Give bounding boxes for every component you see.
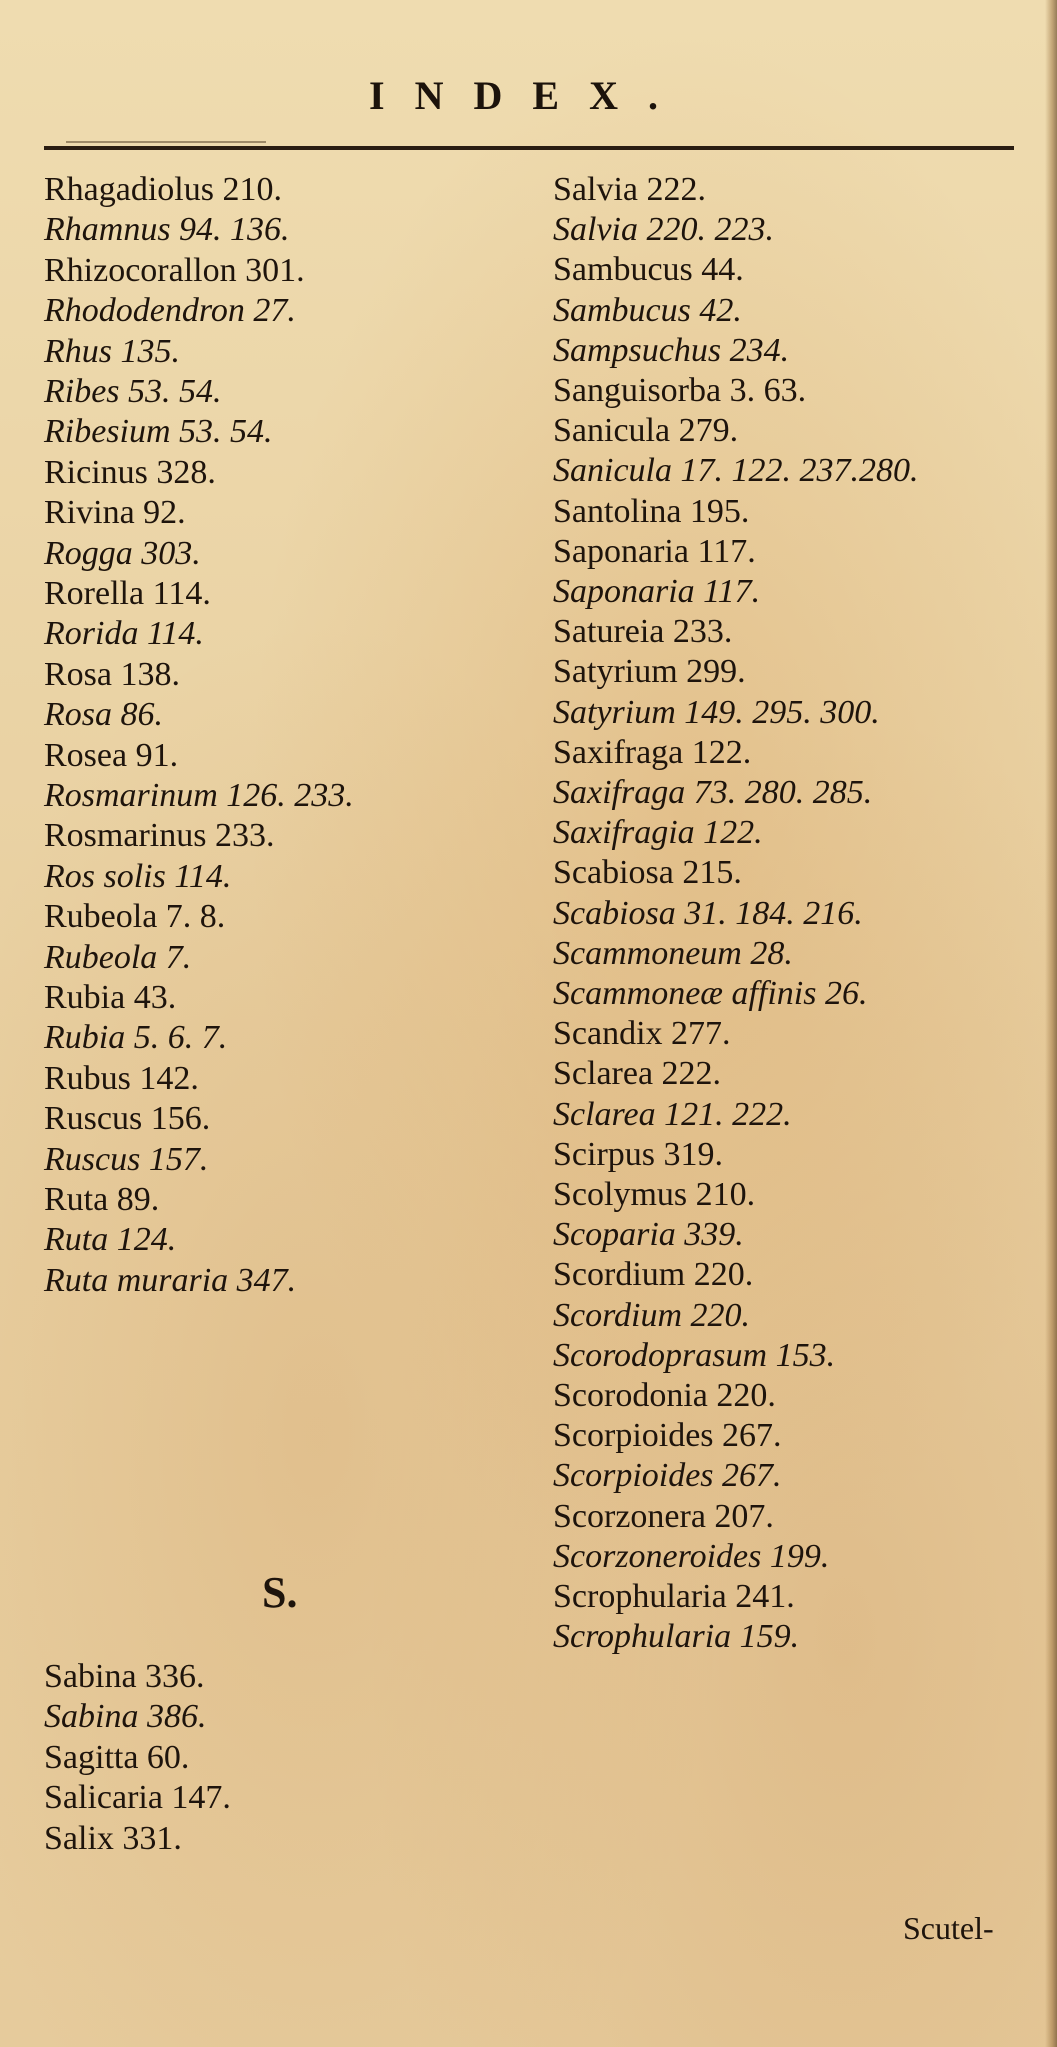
index-entry: Ruta 124. — [44, 1221, 177, 1259]
index-entry: Sambucus 42. — [553, 291, 742, 329]
index-entry: Rhododendron 27. — [44, 292, 296, 330]
index-entry: Sanguisorba 3. 63. — [553, 372, 807, 409]
index-entry: Scorodoprasum 153. — [553, 1336, 836, 1374]
index-entry: Sampsuchus 234. — [553, 331, 790, 369]
index-entry: Scorzonera 207. — [553, 1497, 774, 1535]
index-entry: Scorzoneroides 199. — [553, 1537, 830, 1575]
index-entry: Scandix 277. — [553, 1015, 731, 1053]
index-entry: Ruta muraria 347. — [44, 1261, 297, 1299]
index-entry: Satyrium 149. 295. 300. — [553, 693, 880, 731]
index-entry: Ruscus 156. — [44, 1100, 211, 1138]
index-entry: Ros solis 114. — [44, 857, 232, 895]
page-edge-shadow — [1045, 0, 1057, 2047]
catchword: Scutel- — [903, 1910, 994, 1946]
index-entry: Scammoneæ affinis 26. — [553, 975, 868, 1012]
index-entry: Scordium 220. — [553, 1256, 754, 1294]
index-entry: Sclarea 121. 222. — [553, 1095, 792, 1133]
index-entry: Saponaria 117. — [553, 573, 761, 610]
index-entry: Rivina 92. — [44, 494, 186, 532]
index-entry: Rubeola 7. 8. — [44, 898, 226, 936]
index-entry: Rosmarinum 126. 233. — [44, 777, 354, 814]
index-entry: Salix 331. — [44, 1819, 182, 1857]
index-entry: Salvia 220. 223. — [553, 211, 774, 249]
index-entry: Ribesium 53. 54. — [44, 413, 273, 451]
index-entry: Scorpioides 267. — [553, 1457, 782, 1495]
index-entry: Saxifraga 122. — [553, 733, 752, 771]
index-entry: Rubus 142. — [44, 1059, 199, 1097]
index-entry: Saxifraga 73. 280. 285. — [553, 774, 873, 811]
index-entry: Sabina 386. — [44, 1698, 207, 1736]
index-entry: Scammoneum 28. — [553, 934, 793, 972]
index-entry: Rorella 114. — [44, 575, 211, 612]
index-entry: Rubeola 7. — [44, 938, 192, 976]
header-rule — [44, 146, 1014, 150]
index-entry: Ruscus 157. — [44, 1140, 209, 1178]
index-entry: Satureia 233. — [553, 613, 733, 651]
index-entry: Sclarea 222. — [553, 1055, 722, 1093]
index-entry: Sanicula 17. 122. 237.280. — [553, 452, 919, 490]
index-entry: Rosmarinus 233. — [44, 817, 275, 855]
index-entry: Salicaria 147. — [44, 1779, 231, 1817]
index-entry: Sambucus 44. — [553, 251, 744, 289]
index-entry: Scorpioides 267. — [553, 1417, 782, 1455]
index-entry: Scorodonia 220. — [553, 1377, 776, 1414]
index-entry: Rubia 43. — [44, 979, 177, 1016]
index-entry: Satyrium 299. — [553, 653, 746, 691]
index-entry: Scordium 220. — [553, 1296, 751, 1334]
index-entry: Santolina 195. — [553, 492, 750, 530]
index-entry: Rosea 91. — [44, 736, 179, 774]
index-entry: Rhagadiolus 210. — [44, 171, 282, 208]
index-entry: Rhamnus 94. 136. — [44, 211, 290, 249]
index-entry: Scrophularia 159. — [553, 1618, 800, 1656]
index-entry: Rosa 138. — [44, 655, 180, 693]
index-entry: Ruta 89. — [44, 1181, 160, 1218]
index-entry: Ribes 53. 54. — [44, 373, 222, 410]
index-entry: Sagitta 60. — [44, 1738, 190, 1776]
index-entry: Scabiosa 31. 184. 216. — [553, 894, 863, 932]
page-title: INDEX. — [369, 73, 688, 118]
index-entry: Rhus 135. — [44, 332, 180, 370]
index-entry: Rogga 303. — [44, 534, 201, 572]
section-letter-s: S. — [262, 1568, 298, 1617]
index-entry: Rubia 5. 6. 7. — [44, 1019, 228, 1057]
index-entry: Rosa 86. — [44, 696, 163, 734]
index-entry: Saxifragia 122. — [553, 814, 763, 852]
index-entry: Scoparia 339. — [553, 1216, 744, 1254]
index-entry: Scolymus 210. — [553, 1176, 756, 1213]
header-rule-shadow — [66, 141, 266, 143]
index-entry: Scabiosa 215. — [553, 854, 742, 892]
index-entry: Sanicula 279. — [553, 412, 739, 450]
index-entry: Sabina 336. — [44, 1658, 205, 1695]
index-entry: Rorida 114. — [44, 615, 204, 653]
index-entry: Scrophularia 241. — [553, 1578, 795, 1615]
index-entry: Ricinus 328. — [44, 453, 216, 491]
index-entry: Scirpus 319. — [553, 1135, 723, 1173]
index-entry: Saponaria 117. — [553, 532, 756, 570]
index-entry: Rhizocorallon 301. — [44, 251, 305, 289]
index-entry: Salvia 222. — [553, 171, 706, 208]
